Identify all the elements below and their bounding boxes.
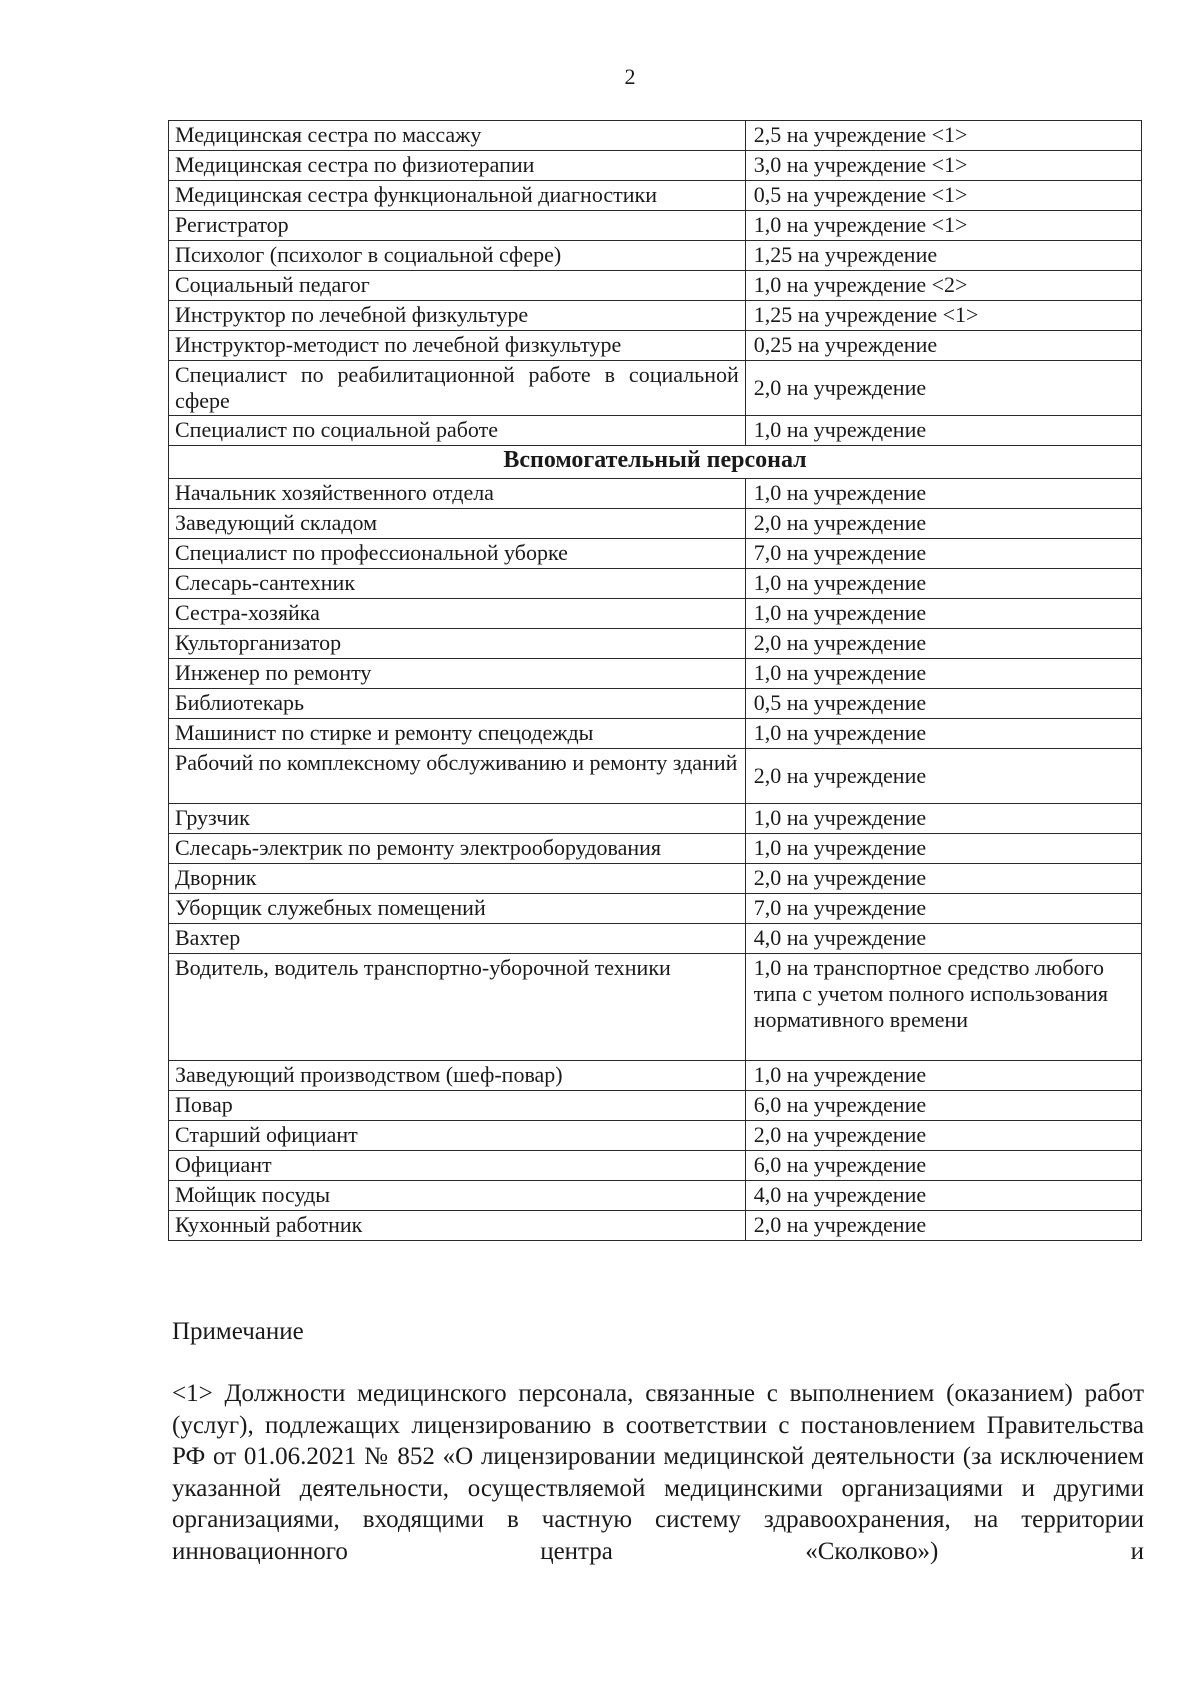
position-cell: Библиотекарь xyxy=(169,689,746,719)
position-cell: Психолог (психолог в социальной сфере) xyxy=(169,241,746,271)
position-cell: Начальник хозяйственного отдела xyxy=(169,479,746,509)
table-row xyxy=(169,1121,1142,1151)
norm-cell: 2,0 на учреждение xyxy=(745,749,1141,804)
table-row xyxy=(169,211,1142,241)
table-row xyxy=(169,599,1142,629)
staffing-table xyxy=(168,120,1142,1241)
position-cell: Официант xyxy=(169,1151,746,1181)
position-cell: Слесарь-электрик по ремонту электрооборудования xyxy=(169,834,746,864)
table-row xyxy=(169,1061,1142,1091)
table-row xyxy=(169,1091,1142,1121)
section-title: Вспомогательный персонал xyxy=(169,446,1142,479)
norm-cell: 2,0 на учреждение xyxy=(745,629,1141,659)
table-row xyxy=(169,894,1142,924)
position-cell: Рабочий по комплексному обслуживанию и ремонту зданий xyxy=(169,749,746,804)
norm-cell: 1,0 на учреждение xyxy=(745,416,1141,446)
table-row xyxy=(169,271,1142,301)
norm-cell: 1,0 на учреждение xyxy=(745,599,1141,629)
position-cell: Грузчик xyxy=(169,804,746,834)
table-row xyxy=(169,121,1142,151)
norm-cell: 2,5 на учреждение <1> xyxy=(745,121,1141,151)
position-cell: Слесарь-сантехник xyxy=(169,569,746,599)
table-row xyxy=(169,659,1142,689)
norm-cell: 2,0 на учреждение xyxy=(745,1211,1141,1241)
norm-cell: 1,0 на учреждение xyxy=(745,834,1141,864)
position-cell: Мойщик посуды xyxy=(169,1181,746,1211)
table-row xyxy=(169,181,1142,211)
table-row xyxy=(169,539,1142,569)
table-row xyxy=(169,569,1142,599)
norm-cell: 2,0 на учреждение xyxy=(745,361,1141,416)
norm-cell: 7,0 на учреждение xyxy=(745,894,1141,924)
position-cell: Заведующий складом xyxy=(169,509,746,539)
position-cell: Водитель, водитель транспортно-уборочной техники xyxy=(169,954,746,1061)
norm-cell: 1,0 на учреждение xyxy=(745,1061,1141,1091)
table-row xyxy=(169,924,1142,954)
norm-cell: 6,0 на учреждение xyxy=(745,1091,1141,1121)
note-text: <1> Должности медицинского персонала, связанные с выполнением (оказанием) работ (услуг), подлежащих лицензированию в соответствии с постановлением Правительства РФ от 01.06.2021 № 852 «О лицензировании медицинской деятельности (за исключением указанной деятельности, осуществляемой медицинскими организациями и другими организациями, входящими в частную систему здравоохранения, на территории инновационного центра «Сколково») и xyxy=(172,1380,1144,1565)
position-cell: Инженер по ремонту xyxy=(169,659,746,689)
position-cell: Машинист по стирке и ремонту спецодежды xyxy=(169,719,746,749)
norm-cell: 4,0 на учреждение xyxy=(745,1181,1141,1211)
table-row xyxy=(169,331,1142,361)
norm-cell: 1,0 на учреждение <1> xyxy=(745,211,1141,241)
norm-cell: 4,0 на учреждение xyxy=(745,924,1141,954)
norm-cell: 1,25 на учреждение <1> xyxy=(745,301,1141,331)
table-row xyxy=(169,719,1142,749)
position-cell: Культорганизатор xyxy=(169,629,746,659)
position-cell: Повар xyxy=(169,1091,746,1121)
table-row xyxy=(169,1211,1142,1241)
position-cell: Регистратор xyxy=(169,211,746,241)
table-row xyxy=(169,361,1142,416)
position-cell: Сестра-хозяйка xyxy=(169,599,746,629)
norm-cell: 2,0 на учреждение xyxy=(745,1121,1141,1151)
position-cell: Старший официант xyxy=(169,1121,746,1151)
norm-cell: 0,25 на учреждение xyxy=(745,331,1141,361)
position-cell: Кухонный работник xyxy=(169,1211,746,1241)
table-row xyxy=(169,479,1142,509)
table-row xyxy=(169,1151,1142,1181)
table-row xyxy=(169,804,1142,834)
position-cell: Специалист по социальной работе xyxy=(169,416,746,446)
table-row xyxy=(169,689,1142,719)
norm-cell: 0,5 на учреждение <1> xyxy=(745,181,1141,211)
norm-cell: 1,0 на учреждение xyxy=(745,569,1141,599)
position-cell: Вахтер xyxy=(169,924,746,954)
norm-cell: 2,0 на учреждение xyxy=(745,509,1141,539)
norm-cell: 1,0 на учреждение xyxy=(745,659,1141,689)
norm-cell: 1,25 на учреждение xyxy=(745,241,1141,271)
table-row xyxy=(169,749,1142,804)
position-cell: Уборщик служебных помещений xyxy=(169,894,746,924)
position-cell: Инструктор-методист по лечебной физкультуре xyxy=(169,331,746,361)
position-cell: Инструктор по лечебной физкультуре xyxy=(169,301,746,331)
norm-cell: 6,0 на учреждение xyxy=(745,1151,1141,1181)
norm-cell: 1,0 на учреждение xyxy=(745,804,1141,834)
table-row xyxy=(169,151,1142,181)
position-cell: Медицинская сестра по физиотерапии xyxy=(169,151,746,181)
position-cell: Заведующий производством (шеф-повар) xyxy=(169,1061,746,1091)
position-text: Специалист по реабилитационной работе в социальной сфере xyxy=(175,362,739,413)
table-row xyxy=(169,834,1142,864)
norm-cell: 1,0 на транспортное средство любого типа с учетом полного использования нормативного времени xyxy=(745,954,1141,1061)
table-row xyxy=(169,1181,1142,1211)
table-row xyxy=(169,509,1142,539)
norm-cell: 7,0 на учреждение xyxy=(745,539,1141,569)
norm-cell: 0,5 на учреждение xyxy=(745,689,1141,719)
table-row xyxy=(169,301,1142,331)
position-cell xyxy=(169,361,746,416)
table-row xyxy=(169,864,1142,894)
norm-cell: 3,0 на учреждение <1> xyxy=(745,151,1141,181)
page-number: 2 xyxy=(624,64,636,89)
note-title: Примечание xyxy=(172,1318,304,1345)
position-cell: Медицинская сестра функциональной диагностики xyxy=(169,181,746,211)
table-row xyxy=(169,416,1142,446)
position-cell: Медицинская сестра по массажу xyxy=(169,121,746,151)
table-row xyxy=(169,629,1142,659)
norm-cell: 1,0 на учреждение xyxy=(745,719,1141,749)
section-header-row xyxy=(169,446,1142,479)
position-cell: Социальный педагог xyxy=(169,271,746,301)
norm-cell: 1,0 на учреждение <2> xyxy=(745,271,1141,301)
position-cell: Дворник xyxy=(169,864,746,894)
position-cell: Специалист по профессиональной уборке xyxy=(169,539,746,569)
norm-cell: 2,0 на учреждение xyxy=(745,864,1141,894)
norm-cell: 1,0 на учреждение xyxy=(745,479,1141,509)
table-row xyxy=(169,241,1142,271)
table-row xyxy=(169,954,1142,1061)
